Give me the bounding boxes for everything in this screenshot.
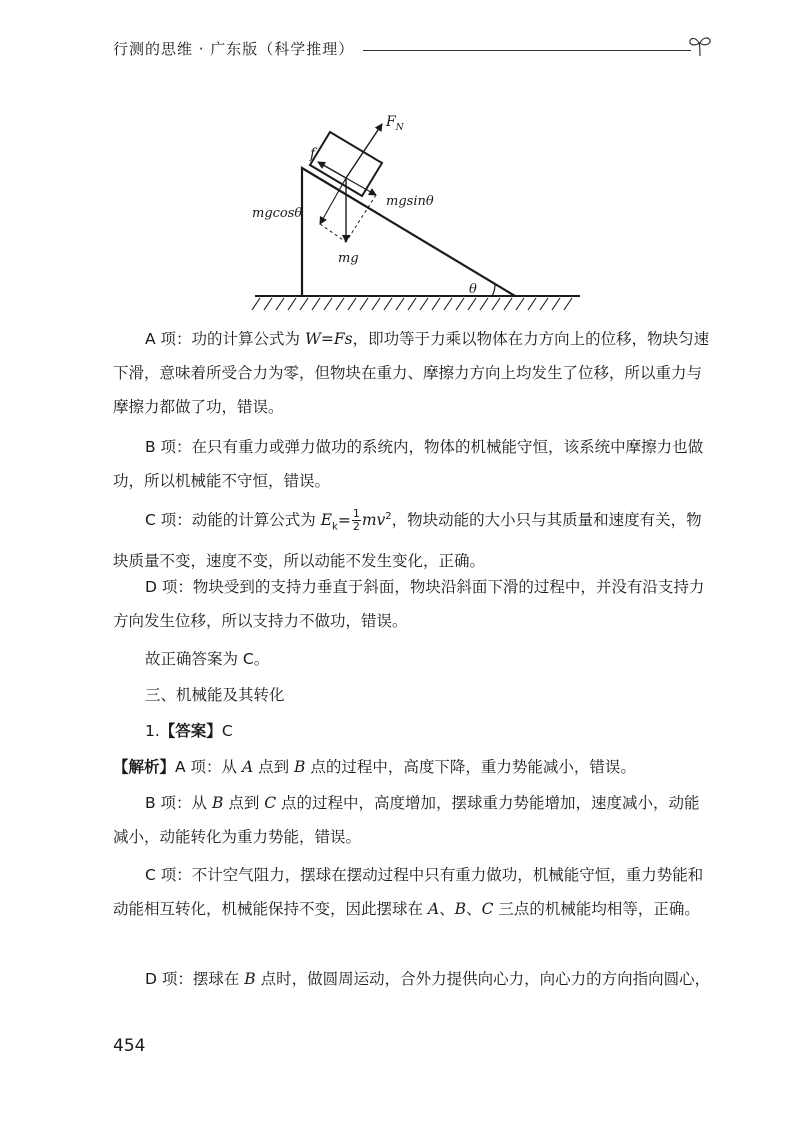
page-number: 454 — [113, 1036, 146, 1056]
analysis-a: 【解析】A 项：从 A 点到 B 点的过程中，高度下降，重力势能减小，错误。 — [113, 758, 636, 776]
fraction-half: $\frac{1}{2}$ — [352, 507, 360, 534]
ground-hatching — [252, 298, 572, 310]
label-fn: $F_N$ — [386, 114, 404, 133]
label-mgcos: mgcosθ — [252, 206, 303, 221]
dashed-decomposition — [320, 195, 376, 242]
label-mgsin: mgsinθ — [386, 194, 434, 209]
header-title: 行测的思维 · 广东版（科学推理） — [113, 40, 355, 58]
paragraph-c: C 项：动能的计算公式为 $E_k=$ $\frac{1}{2}$ $mv^2$，物块动能的大小只与其质量和速度有关，物块质量不变，速度不变，所以动能不发生变化，正确。 — [113, 507, 702, 571]
paragraph-d: D 项：物块受到的支持力垂直于斜面，物块沿斜面下滑的过程中，并没有沿支持力方向发生位移，所以支持力不做功，错误。 — [113, 578, 705, 630]
header-rule — [363, 50, 691, 51]
paragraph-a: A 项：功的计算公式为 W=Fs，即功等于力乘以物体在力方向上的位移，物块匀速下滑，意味着所受合力为零，但物块在重力、摩擦力方向上均发生了位移，所以重力与摩擦力都做了功，错误。 — [113, 330, 710, 416]
label-theta: θ — [469, 282, 477, 297]
question-answer: 1.【答案】C — [145, 722, 233, 740]
paragraph-b: B 项：在只有重力或弹力做功的系统内，物体的机械能守恒，该系统中摩擦力也做功，所以机械能不守恒，错误。 — [113, 438, 704, 490]
angle-arc — [492, 284, 495, 296]
force-arrow-friction — [318, 162, 346, 178]
label-f: f — [310, 146, 316, 162]
label-mg: mg — [338, 251, 359, 266]
sprout-icon — [687, 34, 713, 58]
analysis-d: D 项：摆球在 B 点时，做圆周运动，合外力提供向心力，向心力的方向指向圆心， — [145, 970, 711, 988]
section-heading: 三、机械能及其转化 — [145, 686, 285, 704]
analysis-b: B 项：从 B 点到 C 点的过程中，高度增加，摆球重力势能增加，速度减小，动能减小，动能转化为重力势能，错误。 — [113, 794, 700, 846]
force-arrow-mgcos — [320, 178, 346, 224]
analysis-c: C 项：不计空气阻力，摆球在摆动过程中只有重力做功，机械能守恒，重力势能和动能相互转化，机械能保持不变，因此摆球在 A、B、C 三点的机械能均相等，正确。 — [113, 866, 704, 918]
conclusion: 故正确答案为 C。 — [145, 650, 270, 668]
incline-force-diagram — [240, 110, 590, 310]
force-arrow-normal — [346, 124, 382, 178]
running-header — [113, 34, 713, 64]
incline-wedge — [302, 168, 515, 296]
